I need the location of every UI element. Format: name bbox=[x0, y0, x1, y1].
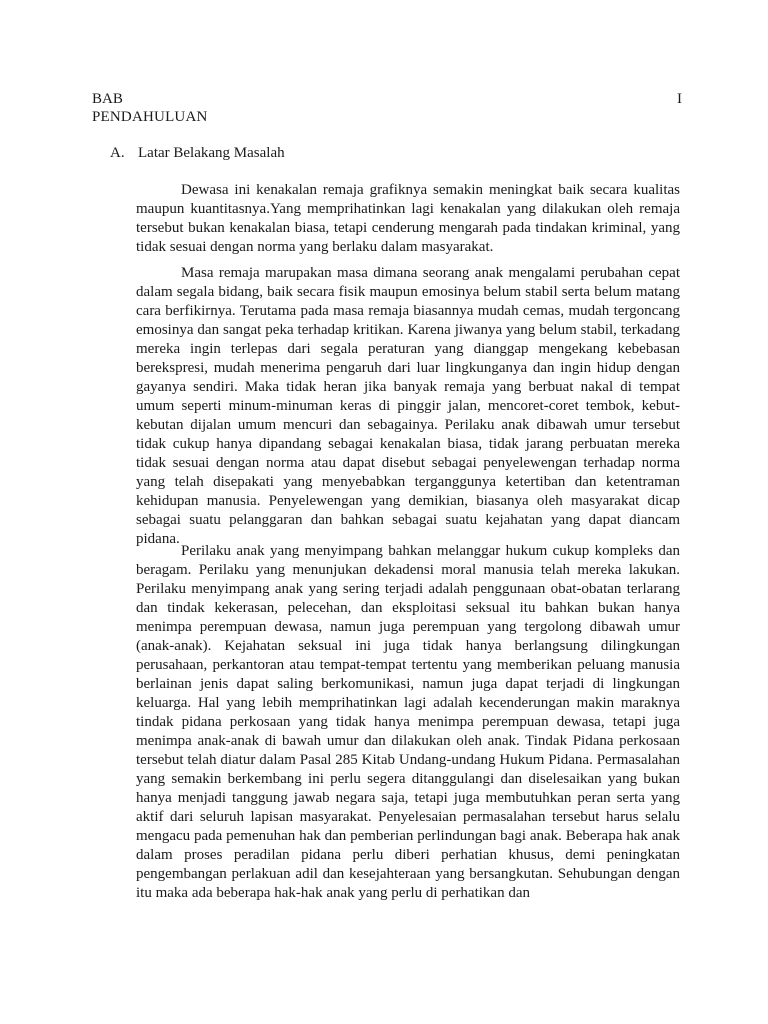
chapter-title: PENDAHULUAN bbox=[92, 109, 208, 125]
section-heading bbox=[110, 144, 285, 162]
paragraph-1: Dewasa ini kenakalan remaja grafiknya semakin meningkat baik secara kualitas maupun kuantitasnya.Yang memprihatinkan lagi kenakalan yang dilakukan oleh remaja tersebut bukan kenakalan biasa, tetapi cenderung mengarah pada tindakan kriminal, yang tidak sesuai dengan norma yang berlaku dalam masyarakat. bbox=[136, 182, 680, 255]
paragraph-2: Masa remaja marupakan masa dimana seorang anak mengalami perubahan cepat dalam segala bidang, baik secara fisik maupun emosinya belum stabil serta belum matang cara berfikirnya. Terutama pada masa remaja biasannya mudah cemas, mudah tergoncang emosinya dan sangat peka terhadap kritikan. Karena jiwanya yang belum stabil, terkadang mereka ingin terlepas dari segala peraturan yang dianggap mengekang kebebasan berekspresi, mudah menerima pengaruh dari luar lingkunganya dan ingin hidup dengan gayanya sendiri. Maka tidak heran jika banyak remaja yang berbuat nakal di tempat umum seperti minum-minuman keras di pinggir jalan, mencoret-coret tembok, kebut-kebutan dijalan umum mencuri dan sebagainya. Perilaku anak dibawah umur tersebut tidak cukup hanya dipandang sebagai kenakalan biasa, tidak jarang perbuatan mereka tidak sesuai dengan norma atau dapat disebut sebagai penyelewengan terhadap norma yang telah disepakati yang menyebabkan terganggunya ketertiban dan ketentraman kehidupan manusia. Penyelewengan yang demikian, biasanya oleh masyarakat dicap sebagai suatu pelanggaran dan bahkan sebagai suatu kejahatan yang dapat diancam pidana. bbox=[136, 265, 680, 547]
section-title: Latar Belakang Masalah bbox=[138, 145, 285, 161]
paragraph-3: Perilaku anak yang menyimpang bahkan melanggar hukum cukup kompleks dan beragam. Perilaku yang menunjukan dekadensi moral manusia telah mereka lakukan. Perilaku menyimpang anak yang sering terjadi adalah penggunaan obat-obatan terlarang dan tindak kekerasan, pelecehan, dan eksploitasi seksual itu bahkan bukan hanya menimpa perempuan dewasa, namun juga perempuan yang tergolong dibawah umur (anak-anak). Kejahatan seksual ini juga tidak hanya berlangsung dilingkungan perusahaan, perkantoran atau tempat-tempat tertentu yang memberikan peluang manusia berlainan jenis dapat saling berkomunikasi, namun juga dapat terjadi di lingkungan keluarga. Hal yang lebih memprihatinkan lagi adalah kecenderungan makin maraknya tindak pidana perkosaan yang tidak hanya menimpa perempuan dewasa, tetapi juga menimpa anak-anak di bawah umur dan dilakukan oleh anak. Tindak Pidana perkosaan tersebut telah diatur dalam Pasal 285 Kitab Undang-undang Hukum Pidana. Permasalahan yang semakin berkembang ini perlu segera ditanggulangi dan diselesaikan yang bukan hanya menjadi tanggung jawab negara saja, tetapi juga membutuhkan peran serta yang aktif dari seluruh lapisan masyarakat. Penyelesaian permasalahan tersebut harus selalu mengacu pada pemenuhan hak dan pemberian perlindungan bagi anak. Beberapa hak anak dalam proses peradilan pidana perlu diberi perhatian khusus, demi peningkatan pengembangan perlakuan adil dan kesejahteraan yang bersangkutan. Sehubungan dengan itu maka ada beberapa hak-hak anak yang perlu di perhatikan dan bbox=[136, 543, 680, 901]
chapter-label: BAB bbox=[92, 91, 123, 107]
section-letter: A. bbox=[110, 145, 125, 161]
chapter-heading-line bbox=[92, 90, 682, 108]
chapter-number: I bbox=[677, 91, 682, 107]
